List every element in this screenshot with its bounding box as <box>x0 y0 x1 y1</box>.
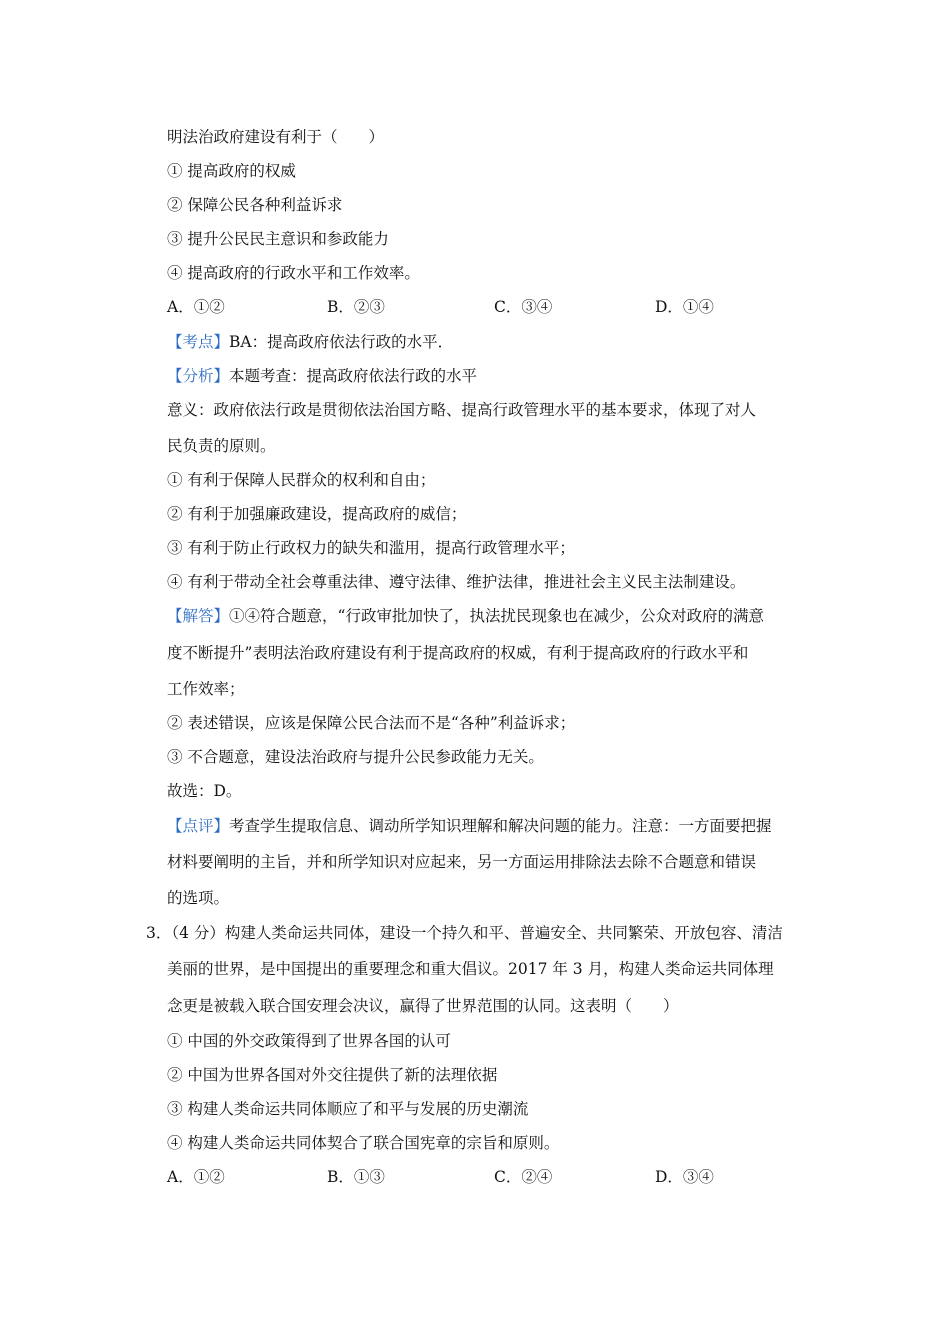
q3-item-4: ④ 构建人类命运共同体契合了联合国宪章的宗旨和原则。 <box>167 1134 560 1152</box>
q2-option-a: A．①② <box>167 298 225 316</box>
q3-option-c: C．②④ <box>494 1168 553 1186</box>
q3-stem-line-1: 3．（4 分）构建人类命运共同体，建设一个持久和平、普遍安全、共同繁荣、开放包容、清洁 <box>146 924 783 942</box>
q2-jieda-line-2: 度不断提升”表明法治政府建设有利于提高政府的权威，有利于提高政府的行政水平和 <box>167 644 749 662</box>
q2-item-2: ② 保障公民各种利益诉求 <box>167 196 343 214</box>
kaodian-text: BA：提高政府依法行政的水平． <box>229 333 454 351</box>
q3-options <box>167 1167 812 1187</box>
q2-answer: 故选：D。 <box>167 782 242 800</box>
q2-option-d: D．①④ <box>655 298 714 316</box>
q3-item-1: ① 中国的外交政策得到了世界各国的认可 <box>167 1032 451 1050</box>
q2-meaning-line-2: 民负责的原则。 <box>167 437 276 455</box>
dianping-tag: 【点评】 <box>167 817 230 835</box>
q2-meaning-line-1: 意义：政府依法行政是贯彻依法治国方略、提高行政管理水平的基本要求，体现了对人 <box>167 401 757 419</box>
q2-stem-tail: 明法治政府建设有利于（ ） <box>167 128 385 146</box>
jieda-text-1: ①④符合题意，“行政审批加快了，执法扰民现象也在减少，公众对政府的满意 <box>229 607 764 625</box>
q3-option-b: B．①③ <box>327 1168 385 1186</box>
q2-fenxi-item-1: ① 有利于保障人民群众的权利和自由； <box>167 471 436 489</box>
dianping-text-1: 考查学生提取信息、调动所学知识理解和解决问题的能力。注意：一方面要把握 <box>229 817 772 835</box>
q3-option-d: D．③④ <box>655 1168 714 1186</box>
fenxi-tag: 【分析】 <box>167 367 230 385</box>
q2-kaodian <box>167 332 812 352</box>
q2-jieda-line-1 <box>167 606 812 626</box>
q3-item-3: ③ 构建人类命运共同体顺应了和平与发展的历史潮流 <box>167 1100 529 1118</box>
q2-fenxi-item-3: ③ 有利于防止行政权力的缺失和滥用，提高行政管理水平； <box>167 539 575 557</box>
q2-jieda-line-5: ③ 不合题意，建设法治政府与提升公民参政能力无关。 <box>167 748 544 766</box>
q2-option-c: C．③④ <box>494 298 553 316</box>
q2-fenxi-item-4: ④ 有利于带动全社会尊重法律、遵守法律、维护法律，推进社会主义民主法制建设。 <box>167 573 746 591</box>
q2-fenxi-item-2: ② 有利于加强廉政建设，提高政府的威信； <box>167 505 467 523</box>
q2-item-4: ④ 提高政府的行政水平和工作效率。 <box>167 264 420 282</box>
fenxi-text: 本题考查：提高政府依法行政的水平 <box>229 367 478 385</box>
q2-fenxi <box>167 366 812 386</box>
q2-dianping-line-1 <box>167 816 812 836</box>
q3-item-2: ② 中国为世界各国对外交往提供了新的法理依据 <box>167 1066 498 1084</box>
q2-jieda-line-3: 工作效率； <box>167 680 245 698</box>
q3-stem-line-2: 美丽的世界，是中国提出的重要理念和重大倡议。2017 年 3 月，构建人类命运共同体理 <box>167 960 774 978</box>
jieda-tag: 【解答】 <box>167 607 230 625</box>
q2-jieda-line-4: ② 表述错误，应该是保障公民合法而不是“各种”利益诉求； <box>167 714 576 732</box>
q2-option-b: B．②③ <box>327 298 385 316</box>
q3-option-a: A．①② <box>167 1168 225 1186</box>
q2-options <box>167 297 812 317</box>
q3-stem-line-3: 念更是被载入联合国安理会决议，赢得了世界范围的认同。这表明（ ） <box>167 997 679 1015</box>
q2-item-1: ① 提高政府的权威 <box>167 162 296 180</box>
q2-dianping-line-3: 的选项。 <box>167 889 230 907</box>
q2-dianping-line-2: 材料要阐明的主旨，并和所学知识对应起来，另一方面运用排除法去除不合题意和错误 <box>167 853 757 871</box>
q2-item-3: ③ 提升公民民主意识和参政能力 <box>167 230 389 248</box>
kaodian-tag: 【考点】 <box>167 333 230 351</box>
